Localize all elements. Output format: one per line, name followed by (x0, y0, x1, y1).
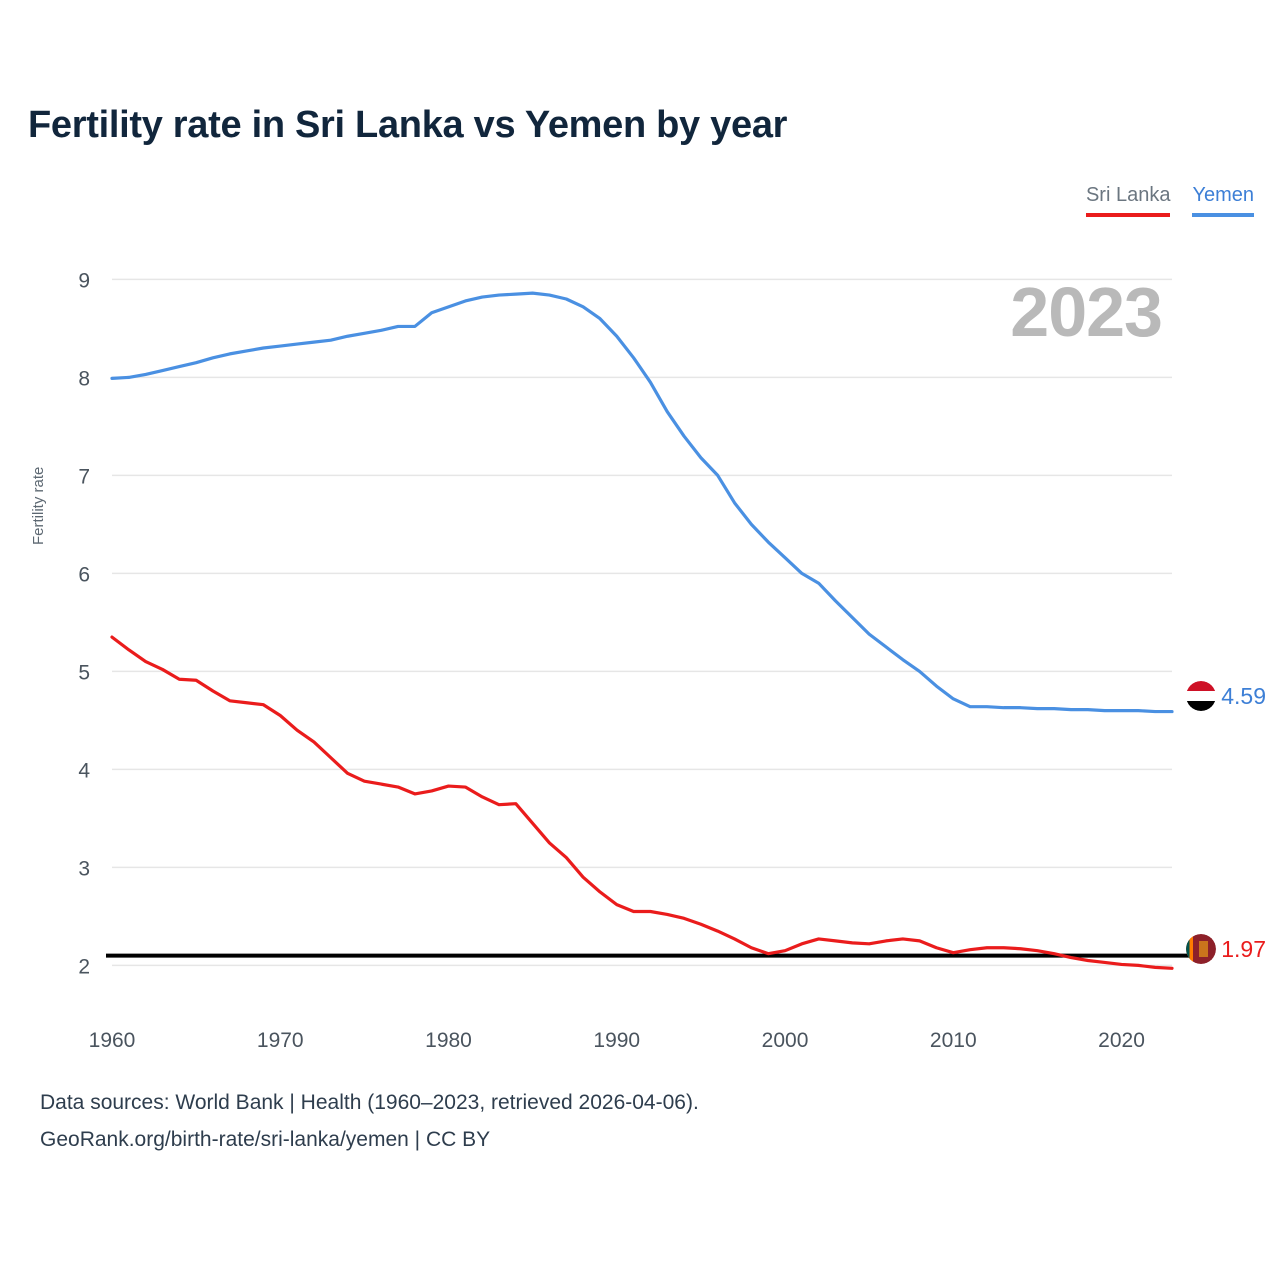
year-badge: 2023 (1010, 273, 1162, 351)
legend-item-yemen[interactable]: Yemen (1192, 184, 1254, 217)
sri-lanka-endpoint-value: 1.97 (1221, 935, 1266, 962)
x-tick-label: 1970 (256, 1029, 304, 1052)
y-tick-label: 6 (78, 563, 90, 587)
x-tick-label: 1980 (425, 1029, 472, 1052)
y-tick-label: 4 (78, 759, 90, 783)
y-tick-label: 8 (78, 367, 90, 391)
x-tick-label: 2000 (761, 1029, 809, 1052)
y-tick-label: 2 (78, 955, 90, 979)
x-tick-label: 1990 (593, 1029, 641, 1052)
y-tick-label: 5 (78, 661, 90, 685)
page-title: Fertility rate in Sri Lanka vs Yemen by year (28, 104, 788, 146)
legend-item-sri-lanka[interactable]: Sri Lanka (1086, 184, 1171, 217)
sri-lanka-flag-icon (1186, 934, 1216, 964)
x-tick-label: 2010 (929, 1029, 977, 1052)
sri-lanka-endpoint (1186, 934, 1266, 964)
y-tick-label: 7 (78, 465, 90, 489)
yemen-endpoint (1186, 681, 1266, 711)
yemen-flag-icon (1186, 681, 1216, 711)
series-line-sri-lanka (112, 637, 1172, 968)
footer-line-2: GeoRank.org/birth-rate/sri-lanka/yemen | CC BY (40, 1127, 491, 1151)
x-tick-label: 1960 (88, 1029, 136, 1052)
y-tick-label: 3 (78, 857, 90, 881)
x-tick-label: 2020 (1098, 1029, 1145, 1052)
y-tick-label: 9 (78, 269, 90, 293)
footer-line-1: Data sources: World Bank | Health (1960–2023, retrieved 2026-04-06). (40, 1091, 699, 1114)
footer-sources (40, 1085, 699, 1159)
series-line-yemen (112, 293, 1172, 711)
yemen-endpoint-value: 4.59 (1221, 682, 1266, 709)
y-axis-label: Fertility rate (30, 466, 47, 545)
